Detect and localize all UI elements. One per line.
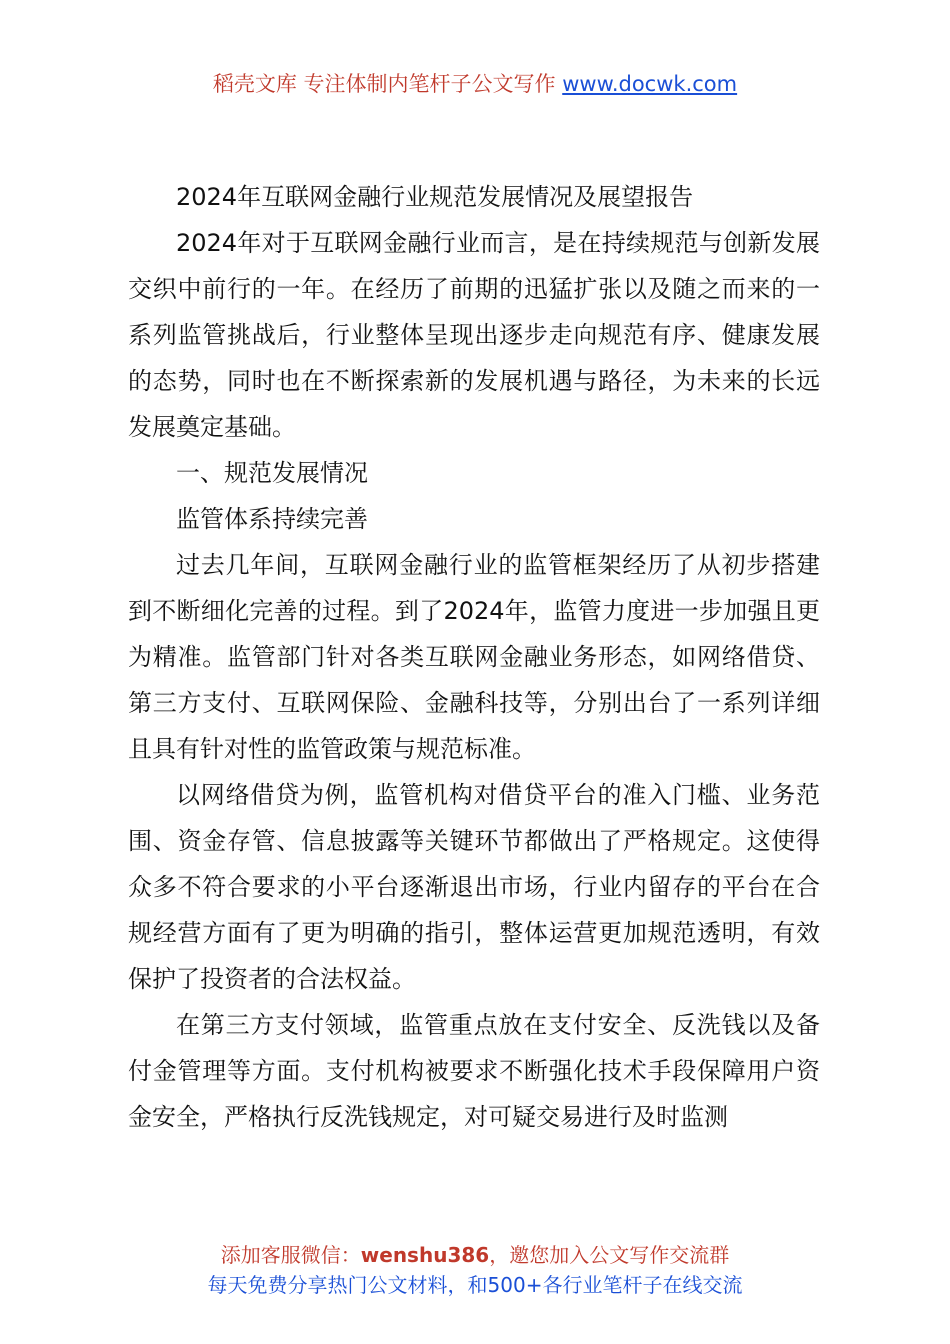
page-header [0,68,950,100]
footer-wechat-suffix: ，邀您加入公文写作交流群 [489,1243,730,1267]
header-brand-text: 稻壳文库 专注体制内笔杆子公文写作 [212,72,563,96]
paragraph-regulation: 过去几年间，互联网金融行业的监管框架经历了从初步搭建到不断细化完善的过程。到了2024年，监管力度进一步加强且更为精准。监管部门针对各类互联网金融业务形态，如网络借贷、第三方支付、互联网保险、金融科技等，分别出台了一系列详细且具有针对性的监管政策与规范标准。 [128,551,820,763]
footer-wechat-id: wenshu386 [360,1243,490,1267]
paragraph-intro: 2024年对于互联网金融行业而言，是在持续规范与创新发展交织中前行的一年。在经历了前期的迅猛扩张以及随之而来的一系列监管挑战后，行业整体呈现出逐步走向规范有序、健康发展的态势，同时也在不断探索新的发展机遇与路径，为未来的长远发展奠定基础。 [128,229,820,441]
page-footer [0,1240,950,1300]
document-body [128,174,820,1140]
subsection-heading: 监管体系持续完善 [176,505,368,533]
section-heading: 一、规范发展情况 [176,459,368,487]
paragraph-lending: 以网络借贷为例，监管机构对借贷平台的准入门槛、业务范围、资金存管、信息披露等关键环节都做出了严格规定。这使得众多不符合要求的小平台逐渐退出市场，行业内留存的平台在合规经营方面有了更为明确的指引，整体运营更加规范透明，有效保护了投资者的合法权益。 [128,781,820,993]
footer-line-2: 每天免费分享热门公文材料，和500+各行业笔杆子在线交流 [207,1273,743,1297]
header-website-link[interactable]: www.docwk.com [562,72,738,96]
document-title: 2024年互联网金融行业规范发展情况及展望报告 [176,183,694,211]
paragraph-payment: 在第三方支付领域，监管重点放在支付安全、反洗钱以及备付金管理等方面。支付机构被要求不断强化技术手段保障用户资金安全，严格执行反洗钱规定，对可疑交易进行及时监测 [128,1011,820,1131]
footer-wechat-prefix: 添加客服微信： [220,1243,361,1267]
footer-line-1 [0,1240,950,1270]
